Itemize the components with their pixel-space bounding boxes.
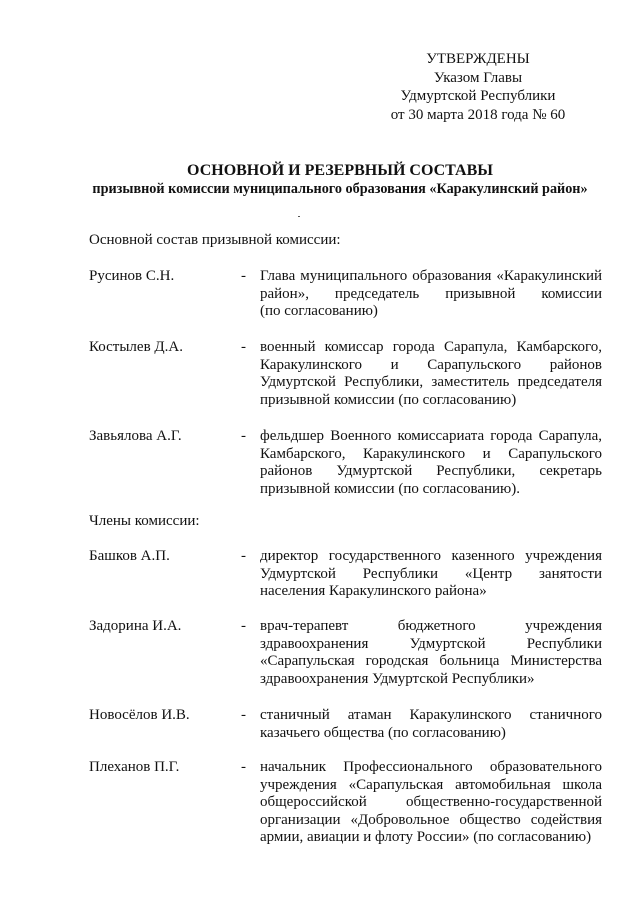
scan-dot	[298, 216, 300, 217]
member-name: Башков А.П.	[89, 548, 170, 564]
description-line: общероссийской общественно-государственной	[260, 794, 602, 810]
members-label: Члены комиссии:	[89, 513, 200, 529]
member-description	[260, 618, 602, 688]
main-composition-label: Основной состав призывной комиссии:	[89, 232, 341, 248]
document-title: ОСНОВНОЙ И РЕЗЕРВНЫЙ СОСТАВЫ	[187, 162, 493, 179]
description-line: Глава муниципального образования «Каракулинский	[260, 268, 602, 284]
description-line: Камбарского, Каракулинского и Сарапульского	[260, 445, 602, 462]
description-line: организации «Добровольное общество содействия	[260, 811, 602, 828]
description-line: призывной комиссии (по согласованию).	[260, 480, 520, 497]
description-line: населения Каракулинского района»	[260, 583, 487, 599]
member-dash: -	[241, 339, 246, 355]
approval-line-approved: УТВЕРЖДЕНЫ	[426, 51, 530, 67]
member-description	[260, 707, 602, 742]
member-dash: -	[241, 707, 246, 723]
member-dash: -	[241, 428, 246, 444]
description-line: район», председатель призывной комиссии	[260, 285, 602, 302]
member-description	[260, 268, 602, 321]
description-line: Удмуртской Республики, заместитель председателя	[260, 374, 602, 390]
approval-line-date: от 30 марта 2018 года № 60	[390, 106, 566, 123]
description-line: военный комиссар города Сарапула, Камбарского,	[260, 339, 602, 355]
description-line: фельдшер Военного комиссариата города Сарапула,	[260, 428, 602, 444]
description-line: армии, авиации и флоту России» (по согласованию)	[260, 829, 592, 845]
member-name: Костылев Д.А.	[89, 339, 183, 355]
member-dash: -	[241, 268, 246, 284]
description-line: начальник Профессионального образовательного	[260, 759, 602, 775]
approval-stamp	[378, 50, 578, 124]
description-line: (по согласованию)	[260, 303, 378, 319]
document-subtitle: призывной комиссии муниципального образования «Каракулинский район»	[92, 181, 588, 197]
member-name: Задорина И.А.	[89, 618, 182, 634]
member-name: Завьялова А.Г.	[89, 428, 182, 444]
description-line: «Сарапульская городская больница Министерства	[260, 653, 602, 669]
description-line: учреждения «Сарапульская автомобильная школа	[260, 776, 602, 793]
description-line: здравоохранения Удмуртской Республики»	[260, 670, 535, 687]
member-name: Русинов С.Н.	[89, 268, 175, 284]
description-line: станичный атаман Каракулинского станичного	[260, 707, 602, 723]
description-line: Удмуртской Республики «Центр занятости	[260, 565, 602, 582]
description-line: призывной комиссии (по согласованию)	[260, 391, 517, 408]
member-name: Плеханов П.Г.	[89, 759, 180, 775]
member-dash: -	[241, 548, 246, 564]
member-description	[260, 428, 602, 498]
member-dash: -	[241, 759, 246, 775]
member-description	[260, 339, 602, 409]
description-line: казачьего общества (по согласованию)	[260, 724, 506, 741]
description-line: здравоохранения Удмуртской Республики	[260, 635, 602, 652]
member-dash: -	[241, 618, 246, 634]
description-line: районов Удмуртской Республики, секретарь	[260, 463, 602, 479]
member-description	[260, 548, 602, 601]
approval-line-decree: Указом Главы	[433, 69, 523, 86]
member-description	[260, 759, 602, 847]
approval-line-republic: Удмуртской Республики	[400, 88, 556, 104]
description-line: врач-терапевт бюджетного учреждения	[260, 618, 602, 634]
description-line: директор государственного казенного учреждения	[260, 548, 602, 564]
member-name: Новосёлов И.В.	[89, 707, 190, 723]
description-line: Каракулинского и Сарапульского районов	[260, 356, 602, 373]
